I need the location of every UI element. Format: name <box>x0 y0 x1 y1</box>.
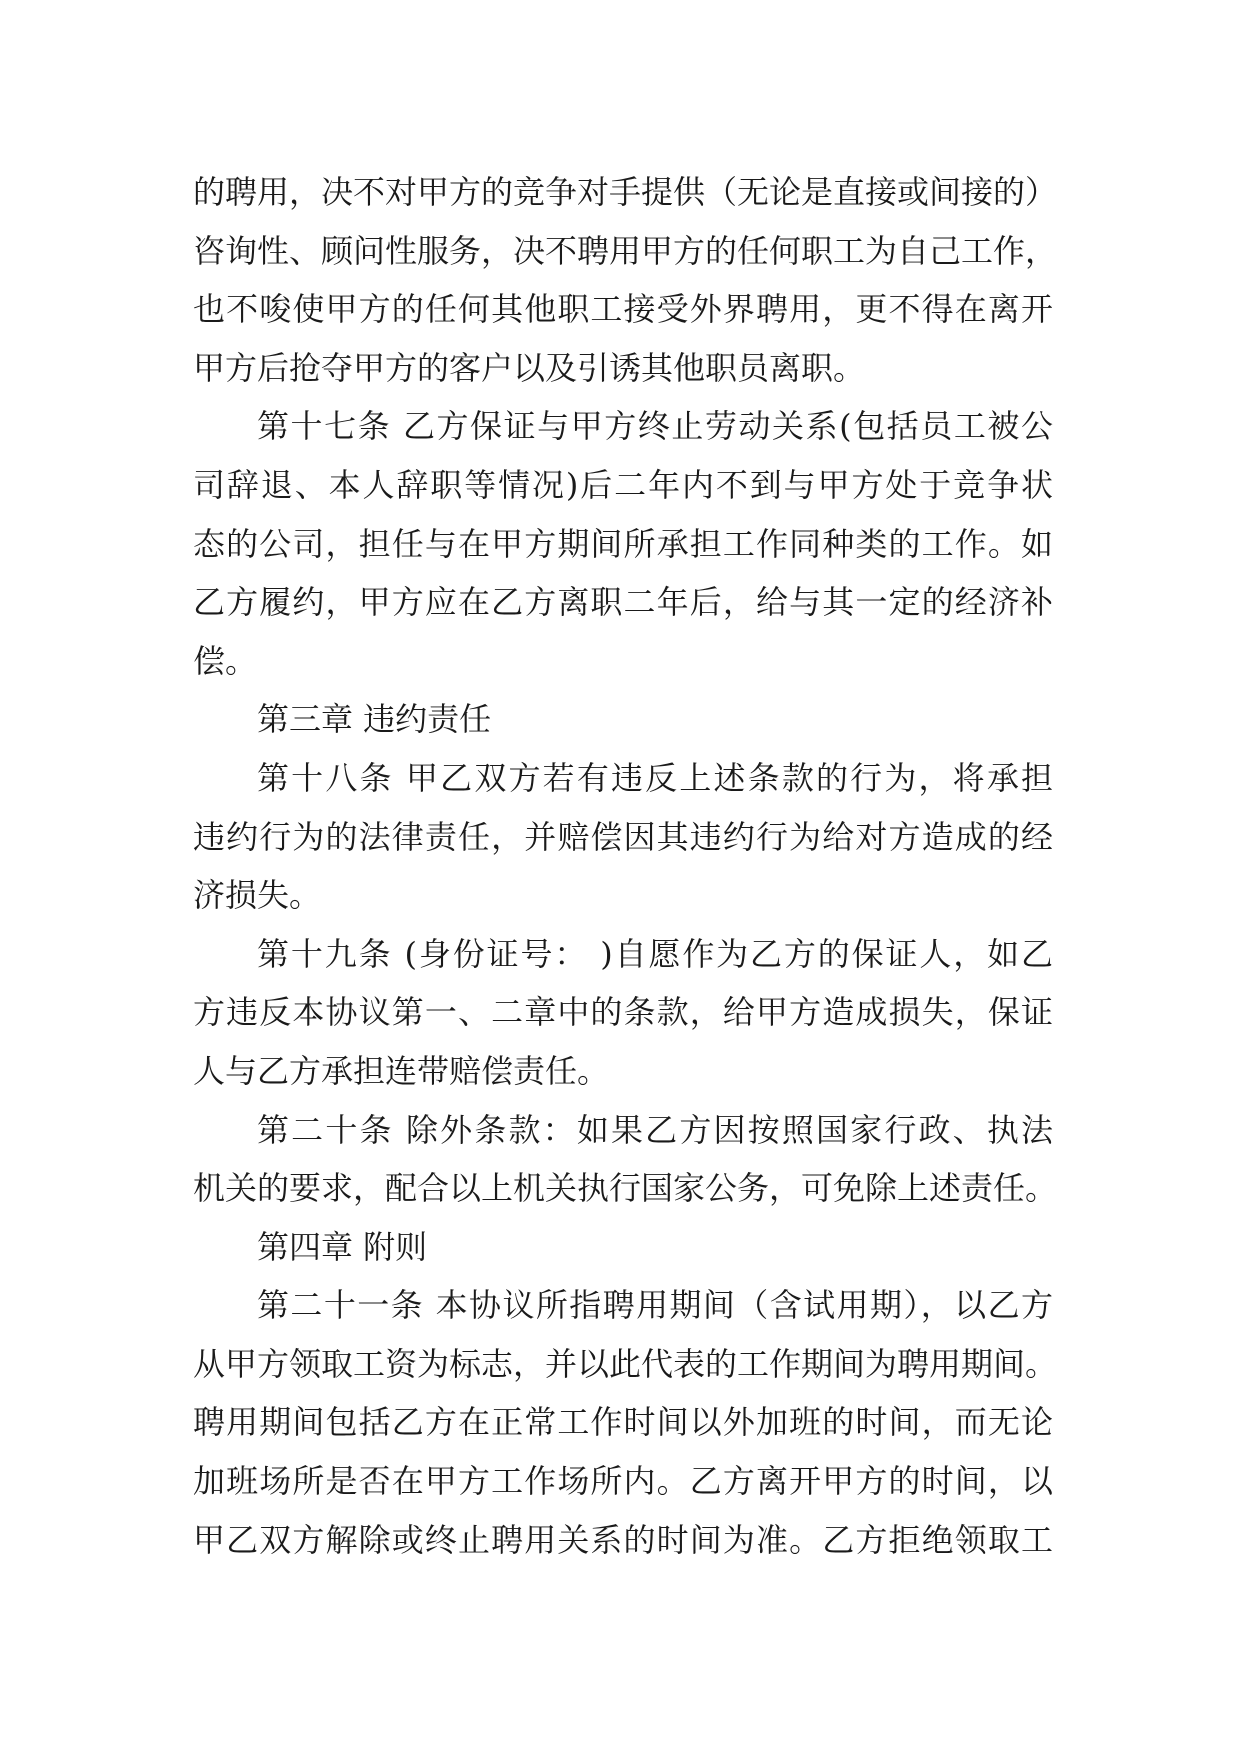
text-line: 第十九条 (身份证号： )自愿作为乙方的保证人，如乙 <box>257 934 1053 973</box>
text-line: 第二十条 除外条款：如果乙方因按照国家行政、执法 <box>257 1110 1053 1149</box>
text-line: 违约行为的法律责任，并赔偿因其违约行为给对方造成的经 <box>193 817 1053 856</box>
text-line: 甲方后抢夺甲方的客户以及引诱其他职员离职。 <box>193 348 866 387</box>
text-line: 第二十一条 本协议所指聘用期间（含试用期），以乙方 <box>257 1286 1053 1325</box>
text-line: 第十八条 甲乙双方若有违反上述条款的行为，将承担 <box>257 758 1053 797</box>
text-line: 机关的要求，配合以上机关执行国家公务，可免除上述责任。 <box>193 1169 1058 1208</box>
text-line: 人与乙方承担连带赔偿责任。 <box>193 1051 610 1090</box>
text-line: 乙方履约，甲方应在乙方离职二年后，给与其一定的经济补 <box>193 583 1053 622</box>
text-line: 甲乙双方解除或终止聘用关系的时间为准。乙方拒绝领取工 <box>193 1520 1053 1559</box>
text-line: 司辞退、本人辞职等情况)后二年内不到与甲方处于竞争状 <box>193 465 1053 504</box>
text-line: 聘用期间包括乙方在正常工作时间以外加班的时间，而无论 <box>193 1403 1053 1442</box>
text-line: 第四章 附则 <box>257 1227 428 1266</box>
text-line: 方违反本协议第一、二章中的条款，给甲方造成损失，保证 <box>193 993 1053 1032</box>
text-line: 态的公司，担任与在甲方期间所承担工作同种类的工作。如 <box>193 524 1053 563</box>
text-line: 偿。 <box>193 641 258 680</box>
body-text <box>193 163 1058 1569</box>
text-line: 加班场所是否在甲方工作场所内。乙方离开甲方的时间，以 <box>193 1462 1053 1501</box>
text-line: 也不唆使甲方的任何其他职工接受外界聘用，更不得在离开 <box>193 290 1053 329</box>
text-line: 的聘用，决不对甲方的竞争对手提供（无论是直接或间接的） <box>193 173 1058 211</box>
text-line: 从甲方领取工资为标志，并以此代表的工作期间为聘用期间。 <box>193 1344 1058 1383</box>
text-line: 第十七条 乙方保证与甲方终止劳动关系(包括员工被公 <box>257 407 1053 446</box>
text-line: 第三章 违约责任 <box>257 700 492 739</box>
text-line: 济损失。 <box>193 876 322 915</box>
text-line: 咨询性、顾问性服务，决不聘用甲方的任何职工为自己工作， <box>193 231 1058 270</box>
